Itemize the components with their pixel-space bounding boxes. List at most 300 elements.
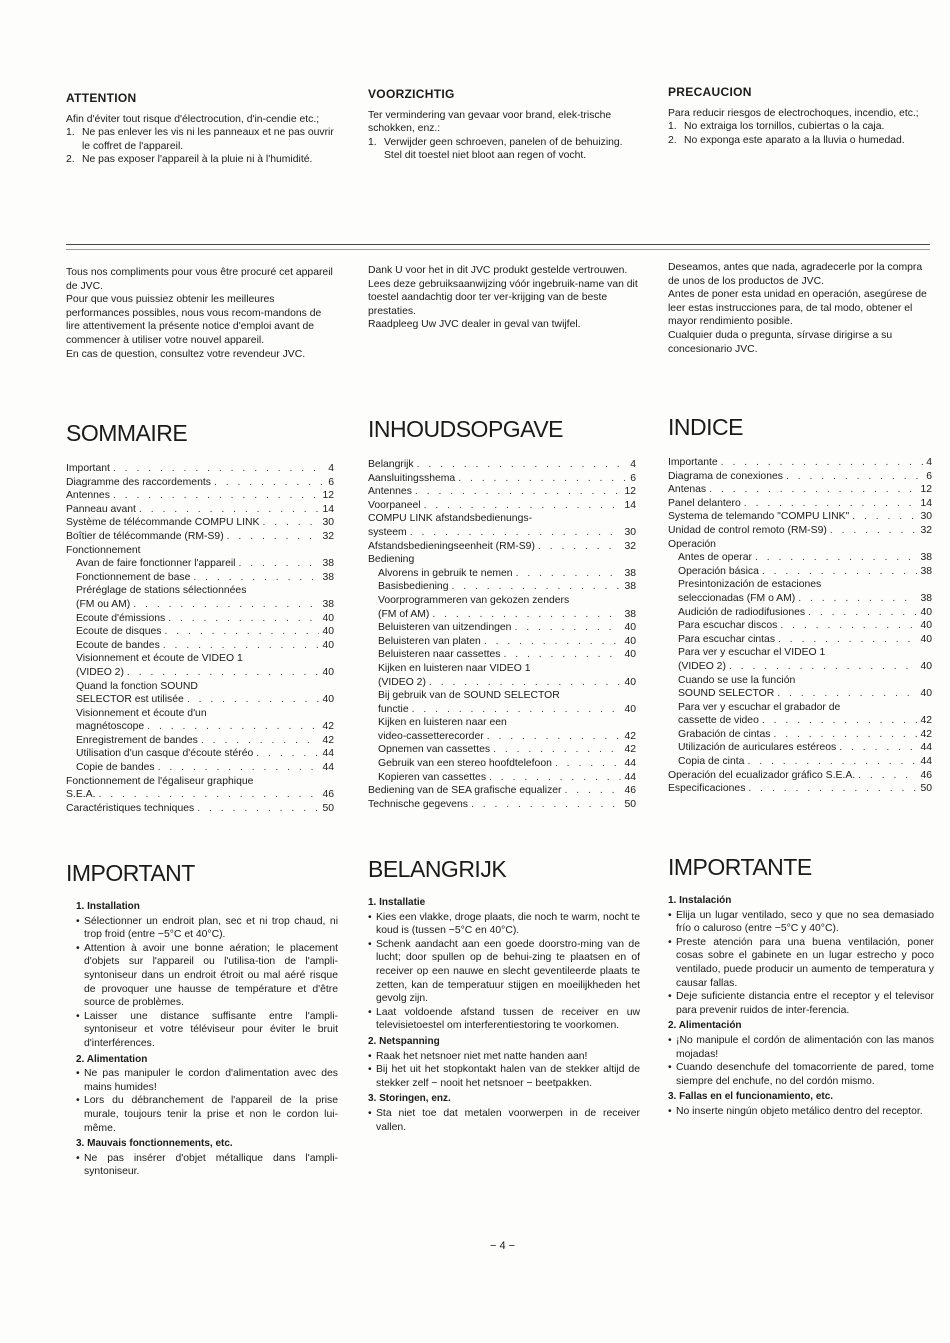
greeting-paragraph: Deseamos, antes que nada, agradecerle por la compra de unos de los productos de JVC. xyxy=(668,262,923,287)
bullet-text: Ne pas insérer d'objet métallique dans l'ampli-syntoniseur. xyxy=(84,1152,338,1178)
toc-entry-page: 50 xyxy=(322,802,334,814)
divider-rule xyxy=(66,244,930,245)
toc-leader-dots xyxy=(514,621,621,635)
toc-entry-page: 38 xyxy=(624,608,636,620)
toc-entry-label: Ecoute de disques xyxy=(76,626,162,638)
toc-entry xyxy=(368,499,636,513)
toc-entry xyxy=(368,635,636,649)
toc-entry-label: Aansluitingsshema xyxy=(368,472,456,484)
toc-leader-dots xyxy=(451,580,621,594)
toc-leader-dots xyxy=(168,612,319,626)
bullet-item xyxy=(668,909,934,936)
bullet-text: Laisser une distance suffisante entre l'ampli-syntoniseur et votre téléviseur pour éviter le bruit d'interférences. xyxy=(84,1010,338,1049)
bullet-item xyxy=(368,1050,640,1064)
toc-entry xyxy=(368,540,636,554)
toc-entry xyxy=(368,662,636,676)
bullet-item xyxy=(368,911,640,938)
toc-entry xyxy=(668,606,932,620)
toc-leader-dots xyxy=(830,524,918,538)
toc-leader-dots xyxy=(193,571,319,585)
toc-leader-dots xyxy=(709,483,917,497)
toc-leader-dots xyxy=(98,788,319,802)
toc-entry-page: 40 xyxy=(624,622,636,634)
important-es xyxy=(668,854,934,1119)
important-nl xyxy=(368,856,640,1134)
toc-entry-label: Para ver y escuchar el grabador de xyxy=(678,701,841,713)
toc-leader-dots xyxy=(113,462,325,476)
toc-leader-dots xyxy=(729,660,918,674)
toc-entry-page: 44 xyxy=(624,771,636,783)
toc-entry xyxy=(368,676,636,690)
toc-entry-label: Enregistrement de bandes xyxy=(76,734,198,746)
toc-leader-dots xyxy=(163,639,320,653)
bullet-icon: • xyxy=(368,1050,372,1062)
toc-entry xyxy=(668,633,932,647)
toc-entry-label: Antennes xyxy=(66,490,110,502)
toc-leader-dots xyxy=(744,497,918,511)
toc-entry-label: Systema de telemando "COMPU LINK" xyxy=(668,511,850,523)
important-list xyxy=(668,894,934,1119)
bullet-item xyxy=(76,1152,338,1179)
warning-item: 2. No exponga este aparato a la lluvia o humedad. xyxy=(668,134,905,146)
toc-entry xyxy=(66,747,334,761)
warning-item: 2. Ne pas exposer l'appareil à la pluie ni à l'humidité. xyxy=(66,154,313,166)
toc-entry-label: (VIDEO 2) xyxy=(76,666,124,678)
warning-intro: Ter vermindering van gevaar voor brand, elek-trische schokken, enz.: xyxy=(368,109,612,135)
toc-entry-label: Para escuchar cintas xyxy=(678,633,776,645)
bullet-item xyxy=(368,1107,640,1134)
toc-entry-label: Système de télécommande COMPU LINK xyxy=(66,517,260,529)
toc-es xyxy=(668,414,934,796)
bullet-text: Attention à avoir une bonne aération; le placement d'objets sur l'appareil ou l'utilisa-tion de l'ampli-syntoniseur dans un endroit étroit ou mal aéré risque de provoquer une hausse de température et d'être source de problèmes. xyxy=(84,942,338,1009)
toc-leader-dots xyxy=(256,747,319,761)
toc-entry-label: Basisbediening xyxy=(378,581,449,593)
toc-entry xyxy=(66,503,334,517)
toc-entry-page: 42 xyxy=(624,730,636,742)
bullet-text: Deje suficiente distancia entre el receptor y el televisor para prevenir ruidos de inter-ferencia. xyxy=(676,991,934,1016)
greeting-es xyxy=(668,261,934,356)
warning-es xyxy=(668,86,934,147)
important-list xyxy=(66,900,338,1179)
toc-list xyxy=(66,462,334,815)
bullet-text: Sélectionner un endroit plan, sec et ni trop chaud, ni trop froid (entre −5°C et 40°C). xyxy=(84,915,338,941)
toc-entry-label: Bediening van de SEA grafische equalizer xyxy=(368,785,562,797)
toc-entry-page: 40 xyxy=(920,606,932,618)
toc-entry-page: 4 xyxy=(926,457,932,468)
toc-entry-label: Importante xyxy=(668,457,718,468)
toc-leader-dots xyxy=(458,472,627,486)
toc-entry-page: 46 xyxy=(624,785,636,797)
toc-title: SOMMAIRE xyxy=(66,420,188,446)
toc-entry-label: S.E.A. xyxy=(66,789,96,801)
toc-entry-page: 38 xyxy=(624,581,636,593)
toc-entry-label: Antes de operar xyxy=(678,552,752,564)
toc-entry-page: 38 xyxy=(920,592,932,604)
toc-entry-page: 44 xyxy=(322,762,334,774)
greeting-paragraph: Lees deze gebruiksaanwijzing vóór ingebruik-name van dit toestel aandachtig door ter ver-krijging van de beste prestaties. xyxy=(368,278,638,317)
toc-entry-label: Diagrama de conexiones xyxy=(668,470,783,482)
toc-entry-label: Préréglage de stations sélectionnées xyxy=(76,585,247,597)
toc-entry-label: seleccionadas (FM o AM) xyxy=(678,592,796,604)
toc-entry-label: Visionnement et écoute d'un xyxy=(76,707,207,719)
warning-extra: Stel dit toestel niet bloot aan regen of vocht. xyxy=(384,150,587,162)
toc-leader-dots xyxy=(489,771,621,785)
bullet-text: Preste atención para una buena ventilación, poner cosas sobre el gabinete en un lugar estrecho y poco ventilado, puede producir un aumento de temperatura y causar fallas. xyxy=(676,936,934,989)
toc-entry xyxy=(668,551,932,565)
toc-leader-dots xyxy=(412,703,622,717)
toc-entry-page: 40 xyxy=(920,620,932,632)
toc-leader-dots xyxy=(197,802,319,816)
toc-entry-label: video-cassetterecorder xyxy=(378,730,484,742)
toc-entry xyxy=(368,526,636,540)
toc-entry-label: Antenas xyxy=(668,484,707,496)
toc-entry-page: 30 xyxy=(322,517,334,529)
toc-title: INDICE xyxy=(668,414,743,440)
toc-entry-label: magnétoscope xyxy=(76,721,145,733)
toc-leader-dots xyxy=(493,743,621,757)
toc-entry xyxy=(668,578,932,592)
toc-entry xyxy=(368,567,636,581)
toc-leader-dots xyxy=(762,565,918,579)
toc-entry-label: Voorprogrammeren van gekozen zenders xyxy=(378,594,570,606)
important-title: IMPORTANTE xyxy=(668,854,812,880)
toc-entry-page: 12 xyxy=(920,484,932,496)
toc-entry-label: Para escuchar discos xyxy=(678,620,778,632)
important-subheading: 3. Storingen, enz. xyxy=(368,1093,451,1105)
toc-entry-page: 40 xyxy=(322,666,334,678)
toc-entry-page: 40 xyxy=(322,639,334,651)
toc-entry-page: 46 xyxy=(920,769,932,781)
toc-entry xyxy=(668,592,932,606)
bullet-icon: • xyxy=(368,1107,372,1119)
toc-leader-dots xyxy=(773,728,917,742)
warning-item: 1. Verwijder geen schroeven, panelen of de behuizing. xyxy=(368,136,623,148)
greeting-paragraph: Cualquier duda o pregunta, sírvase dirigirse a su concesionario JVC. xyxy=(668,329,893,355)
toc-entry-page: 50 xyxy=(624,798,636,810)
important-subheading: 2. Alimentación xyxy=(668,1020,742,1032)
toc-entry xyxy=(668,619,932,633)
toc-entry-page: 14 xyxy=(322,503,334,515)
important-subheading: 1. Installation xyxy=(76,901,140,912)
toc-entry-label: Panel delantero xyxy=(668,497,741,509)
toc-entry xyxy=(66,720,334,734)
bullet-icon: • xyxy=(76,1010,80,1022)
warning-fr xyxy=(66,92,338,167)
toc-leader-dots xyxy=(798,592,917,606)
bullet-icon: • xyxy=(76,915,80,927)
bullet-icon: • xyxy=(668,991,672,1003)
toc-entry xyxy=(66,788,334,802)
toc-entry-page: 38 xyxy=(322,558,334,570)
toc-leader-dots xyxy=(214,476,325,490)
toc-leader-dots xyxy=(227,530,320,544)
toc-entry-page: 14 xyxy=(624,499,636,511)
toc-entry xyxy=(668,782,932,796)
important-title: BELANGRIJK xyxy=(368,856,507,882)
toc-entry-label: (VIDEO 2) xyxy=(378,676,426,688)
toc-entry xyxy=(668,687,932,701)
toc-entry-label: Belangrijk xyxy=(368,459,414,470)
bullet-icon: • xyxy=(368,1064,372,1076)
toc-leader-dots xyxy=(429,676,622,690)
bullet-text: Raak het netsnoer niet met natte handen aan! xyxy=(376,1050,588,1062)
toc-entry-label: functie xyxy=(378,703,409,715)
toc-entry-page: 44 xyxy=(920,756,932,768)
toc-entry-label: Unidad de control remoto (RM-S9) xyxy=(668,524,827,536)
toc-leader-dots xyxy=(432,608,621,622)
page-number: − 4 − xyxy=(490,1240,516,1252)
toc-leader-dots xyxy=(417,458,628,472)
toc-entry-page: 40 xyxy=(920,633,932,645)
toc-leader-dots xyxy=(858,769,917,783)
toc-entry-label: Fonctionnement de l'égaliseur graphique xyxy=(66,775,254,787)
greeting-paragraph: Antes de poner esta unidad en operación, asegúrese de leer estas instrucciones para, de tal modo, obtener el mayor rendimiento posible. xyxy=(668,289,927,328)
toc-entry-label: Bij gebruik van de SOUND SELECTOR xyxy=(378,690,560,702)
toc-entry xyxy=(66,530,334,544)
toc-entry-label: Avan de faire fonctionner l'appareil xyxy=(76,558,236,570)
toc-title: INHOUDSOPGAVE xyxy=(368,416,563,442)
toc-entry xyxy=(368,730,636,744)
toc-entry-page: 32 xyxy=(920,524,932,536)
toc-fr xyxy=(66,420,338,815)
toc-entry xyxy=(668,524,932,538)
toc-entry xyxy=(668,538,932,552)
toc-entry xyxy=(668,470,932,484)
toc-entry-page: 40 xyxy=(920,688,932,700)
toc-entry xyxy=(368,512,636,526)
toc-leader-dots xyxy=(555,757,622,771)
bullet-item xyxy=(76,915,338,942)
toc-entry xyxy=(368,771,636,785)
toc-entry xyxy=(66,693,334,707)
toc-entry xyxy=(668,741,932,755)
warning-title: ATTENTION xyxy=(66,91,137,105)
toc-entry-label: Utilisation d'un casque d'écoute stéréo xyxy=(76,748,254,760)
greeting-paragraph: Tous nos compliments pour vous être procuré cet appareil de JVC. xyxy=(66,267,333,292)
toc-entry xyxy=(66,707,334,721)
toc-entry-page: 12 xyxy=(624,486,636,498)
toc-entry-label: Presintonización de estaciones xyxy=(678,579,822,591)
bullet-icon: • xyxy=(668,936,672,948)
toc-entry-label: (VIDEO 2) xyxy=(678,660,726,672)
toc-leader-dots xyxy=(516,567,622,581)
toc-leader-dots xyxy=(415,485,622,499)
toc-entry xyxy=(66,462,334,476)
toc-entry-page: 44 xyxy=(920,742,932,754)
toc-leader-dots xyxy=(113,489,320,503)
toc-nl xyxy=(368,416,640,811)
bullet-icon: • xyxy=(368,938,372,950)
toc-entry xyxy=(66,584,334,598)
bullet-item xyxy=(668,990,934,1017)
toc-entry xyxy=(368,608,636,622)
bullet-item xyxy=(368,938,640,1006)
toc-entry xyxy=(66,544,334,558)
divider-rule-thin xyxy=(66,249,930,250)
toc-entry xyxy=(668,510,932,524)
toc-entry-label: Beluisteren van uitzendingen xyxy=(378,622,512,634)
greeting-fr xyxy=(66,266,338,361)
toc-entry-label: Ecoute de bandes xyxy=(76,639,160,651)
toc-entry-label: Grabación de cintas xyxy=(678,728,771,740)
bullet-item xyxy=(76,1094,338,1135)
toc-entry xyxy=(66,802,334,816)
toc-entry xyxy=(368,784,636,798)
warning-title: PRECAUCION xyxy=(668,85,752,99)
toc-entry xyxy=(66,476,334,490)
toc-entry-label: Diagramme des raccordements xyxy=(66,476,211,488)
bullet-icon: • xyxy=(76,1152,80,1164)
warning-intro: Para reducir riesgos de electrochoques, incendio, etc.; xyxy=(668,107,919,119)
toc-leader-dots xyxy=(778,633,917,647)
toc-list xyxy=(368,458,636,811)
bullet-icon: • xyxy=(76,942,80,954)
toc-entry-label: Cuando se use la función xyxy=(678,674,796,686)
toc-entry xyxy=(66,734,334,748)
toc-leader-dots xyxy=(721,456,924,470)
warning-item: 1. Ne pas enlever les vis ni les panneaux et ne pas ouvrir le coffret de l'appareil. xyxy=(66,127,334,152)
toc-entry-page: 38 xyxy=(920,552,932,564)
toc-entry-page: 50 xyxy=(920,783,932,795)
toc-entry xyxy=(668,646,932,660)
important-subheading: 3. Fallas en el funcionamiento, etc. xyxy=(668,1091,834,1103)
toc-entry-label: Kopieren van cassettes xyxy=(378,771,487,783)
bullet-text: Cuando desenchufe del tomacorriente de pared, tome siempre del enchufe, no del cordón mismo. xyxy=(676,1062,934,1087)
bullet-icon: • xyxy=(76,1068,80,1080)
bullet-item xyxy=(76,942,338,1010)
toc-leader-dots xyxy=(484,635,622,649)
toc-entry-label: Ecoute d'émissions xyxy=(76,612,166,624)
toc-entry-label: Important xyxy=(66,463,110,474)
toc-entry-page: 42 xyxy=(322,721,334,733)
toc-entry xyxy=(66,571,334,585)
important-subheading: 3. Mauvais fonctionnements, etc. xyxy=(76,1138,233,1150)
toc-entry-label: (FM ou AM) xyxy=(76,598,131,610)
important-title: IMPORTANT xyxy=(66,860,195,886)
toc-entry-label: cassette de video xyxy=(678,715,759,727)
toc-entry-page: 4 xyxy=(328,463,334,474)
toc-leader-dots xyxy=(410,526,622,540)
toc-entry-label: COMPU LINK afstandsbedienungs- xyxy=(368,513,533,525)
toc-entry-page: 38 xyxy=(322,598,334,610)
bullet-text: Kies een vlakke, droge plaats, die noch te warm, nocht te koud is (tussen −5°C en 40°C). xyxy=(376,911,640,937)
toc-leader-dots xyxy=(158,761,320,775)
toc-leader-dots xyxy=(127,666,320,680)
toc-entry xyxy=(368,553,636,567)
toc-entry-label: Audición de radiodifusiones xyxy=(678,606,806,618)
toc-entry-label: SOUND SELECTOR xyxy=(678,688,775,700)
bullet-icon: • xyxy=(368,1006,372,1018)
bullet-item xyxy=(668,1105,934,1119)
toc-leader-dots xyxy=(777,687,917,701)
toc-leader-dots xyxy=(852,510,917,524)
toc-entry xyxy=(368,458,636,472)
toc-entry xyxy=(668,483,932,497)
toc-entry-page: 6 xyxy=(328,476,334,488)
toc-entry-page: 40 xyxy=(322,626,334,638)
toc-entry-label: Kijken en luisteren naar VIDEO 1 xyxy=(378,662,531,674)
bullet-text: Laat voldoende afstand tussen de receiver en uw televisietoestel om interferentiestoring te voorkomen. xyxy=(376,1006,640,1032)
toc-entry xyxy=(66,612,334,626)
bullet-icon: • xyxy=(668,1105,672,1117)
toc-entry xyxy=(668,769,932,783)
toc-entry xyxy=(66,775,334,789)
toc-entry-label: Para ver y escuchar el VIDEO 1 xyxy=(678,647,826,659)
bullet-icon: • xyxy=(76,1095,80,1107)
toc-entry xyxy=(66,666,334,680)
toc-entry xyxy=(668,674,932,688)
toc-entry-page: 6 xyxy=(630,472,636,484)
toc-entry xyxy=(668,497,932,511)
toc-entry-label: Beluisteren van platen xyxy=(378,635,481,647)
toc-leader-dots xyxy=(133,598,319,612)
toc-entry-page: 32 xyxy=(322,530,334,542)
toc-leader-dots xyxy=(762,714,918,728)
toc-entry-label: Antennes xyxy=(368,486,412,498)
bullet-item xyxy=(76,1067,338,1094)
toc-leader-dots xyxy=(147,720,319,734)
toc-entry xyxy=(66,625,334,639)
toc-entry-page: 40 xyxy=(322,612,334,624)
toc-entry-page: 12 xyxy=(322,490,334,502)
warning-title: VOORZICHTIG xyxy=(368,87,455,101)
bullet-text: Elija un lugar ventilado, seco y que no sea demasiado frío o caluroso (entre −5°C y 40°C). xyxy=(676,909,934,935)
toc-entry-label: Fonctionnement de base xyxy=(76,571,191,583)
toc-entry-page: 14 xyxy=(920,497,932,509)
toc-leader-dots xyxy=(780,619,917,633)
greeting-nl xyxy=(368,264,640,332)
bullet-item xyxy=(368,1006,640,1033)
toc-leader-dots xyxy=(839,741,917,755)
bullet-item xyxy=(668,1061,934,1088)
toc-entry xyxy=(668,728,932,742)
warning-item: 1. No extraiga los tornillos, cubiertas o la caja. xyxy=(668,121,885,133)
toc-leader-dots xyxy=(165,625,320,639)
toc-entry-page: 40 xyxy=(920,660,932,672)
toc-entry xyxy=(368,580,636,594)
toc-entry-label: Caractéristiques techniques xyxy=(66,802,195,814)
toc-entry xyxy=(66,489,334,503)
toc-entry-label: Technische gegevens xyxy=(368,798,468,810)
toc-entry-label: Afstandsbedieningseenheit (RM-S9) xyxy=(368,540,535,552)
toc-leader-dots xyxy=(201,734,320,748)
bullet-item xyxy=(76,1010,338,1051)
toc-leader-dots xyxy=(565,784,622,798)
toc-entry-page: 42 xyxy=(920,715,932,727)
toc-entry xyxy=(368,703,636,717)
toc-entry xyxy=(368,743,636,757)
toc-entry-label: Kijken en luisteren naar een xyxy=(378,717,507,729)
toc-entry-label: systeem xyxy=(368,526,407,538)
toc-entry-label: (FM of AM) xyxy=(378,608,430,620)
important-subheading: 1. Installatie xyxy=(368,897,426,908)
toc-entry xyxy=(368,621,636,635)
toc-entry-page: 32 xyxy=(624,540,636,552)
important-subheading: 1. Instalación xyxy=(668,895,732,906)
toc-entry xyxy=(368,757,636,771)
toc-entry xyxy=(368,689,636,703)
toc-leader-dots xyxy=(503,648,621,662)
toc-entry xyxy=(368,594,636,608)
toc-entry xyxy=(668,660,932,674)
toc-leader-dots xyxy=(747,755,917,769)
toc-entry-label: Alvorens in gebruik te nemen xyxy=(378,567,513,579)
bullet-text: No inserte ningún objeto metálico dentro del receptor. xyxy=(676,1105,923,1117)
toc-leader-dots xyxy=(538,540,622,554)
toc-entry-label: Gebruik van een stereo hoofdtelefoon xyxy=(378,758,552,770)
toc-entry xyxy=(66,598,334,612)
toc-entry-page: 30 xyxy=(920,511,932,523)
